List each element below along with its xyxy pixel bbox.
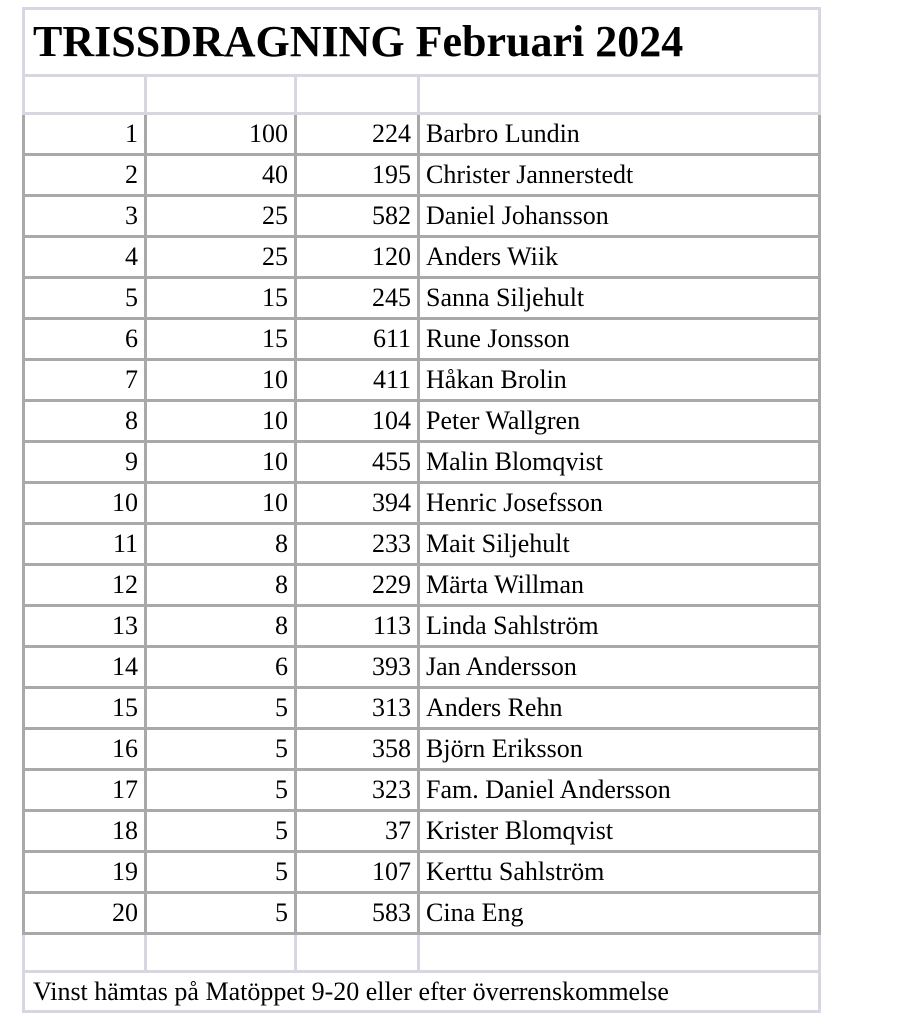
empty-cell bbox=[296, 934, 419, 972]
ticket-number-cell: 195 bbox=[296, 155, 419, 196]
empty-row bbox=[24, 76, 820, 114]
prize-cell: 5 bbox=[146, 852, 296, 893]
table-row bbox=[24, 770, 820, 811]
table-row bbox=[24, 852, 820, 893]
place-cell: 17 bbox=[24, 770, 146, 811]
ticket-number-cell: 611 bbox=[296, 319, 419, 360]
winner-name-cell: Jan Andersson bbox=[419, 647, 820, 688]
place-cell: 6 bbox=[24, 319, 146, 360]
place-cell: 10 bbox=[24, 483, 146, 524]
ticket-number-cell: 313 bbox=[296, 688, 419, 729]
empty-cell bbox=[419, 76, 820, 114]
prize-cell: 5 bbox=[146, 770, 296, 811]
place-cell: 9 bbox=[24, 442, 146, 483]
table-row bbox=[24, 319, 820, 360]
winner-name-cell: Linda Sahlström bbox=[419, 606, 820, 647]
prize-cell: 40 bbox=[146, 155, 296, 196]
ticket-number-cell: 245 bbox=[296, 278, 419, 319]
winner-name-cell: Märta Willman bbox=[419, 565, 820, 606]
winner-name-cell: Kerttu Sahlström bbox=[419, 852, 820, 893]
empty-cell bbox=[24, 76, 146, 114]
ticket-number-cell: 358 bbox=[296, 729, 419, 770]
table-row bbox=[24, 729, 820, 770]
prize-cell: 10 bbox=[146, 401, 296, 442]
title-row bbox=[24, 9, 820, 76]
place-cell: 16 bbox=[24, 729, 146, 770]
ticket-number-cell: 394 bbox=[296, 483, 419, 524]
ticket-number-cell: 229 bbox=[296, 565, 419, 606]
winner-name-cell: Peter Wallgren bbox=[419, 401, 820, 442]
place-cell: 20 bbox=[24, 893, 146, 934]
winners-table bbox=[22, 7, 821, 1013]
prize-cell: 8 bbox=[146, 524, 296, 565]
ticket-number-cell: 583 bbox=[296, 893, 419, 934]
winner-name-cell: Christer Jannerstedt bbox=[419, 155, 820, 196]
place-cell: 7 bbox=[24, 360, 146, 401]
ticket-number-cell: 233 bbox=[296, 524, 419, 565]
winner-name-cell: Anders Wiik bbox=[419, 237, 820, 278]
empty-cell bbox=[24, 934, 146, 972]
prize-cell: 5 bbox=[146, 688, 296, 729]
prize-cell: 5 bbox=[146, 893, 296, 934]
place-cell: 1 bbox=[24, 114, 146, 155]
table-row bbox=[24, 360, 820, 401]
place-cell: 12 bbox=[24, 565, 146, 606]
empty-cell bbox=[419, 934, 820, 972]
place-cell: 19 bbox=[24, 852, 146, 893]
table-row bbox=[24, 483, 820, 524]
winner-name-cell: Rune Jonsson bbox=[419, 319, 820, 360]
empty-cell bbox=[296, 76, 419, 114]
winner-name-cell: Cina Eng bbox=[419, 893, 820, 934]
table-row bbox=[24, 155, 820, 196]
ticket-number-cell: 393 bbox=[296, 647, 419, 688]
empty-cell bbox=[146, 76, 296, 114]
prize-cell: 10 bbox=[146, 360, 296, 401]
place-cell: 3 bbox=[24, 196, 146, 237]
prize-cell: 15 bbox=[146, 278, 296, 319]
ticket-number-cell: 120 bbox=[296, 237, 419, 278]
place-cell: 13 bbox=[24, 606, 146, 647]
title-text: TRISSDRAGNING Februari 2024 bbox=[33, 17, 684, 66]
ticket-number-cell: 104 bbox=[296, 401, 419, 442]
winner-name-cell: Anders Rehn bbox=[419, 688, 820, 729]
table-row bbox=[24, 442, 820, 483]
ticket-number-cell: 224 bbox=[296, 114, 419, 155]
winner-name-cell: Fam. Daniel Andersson bbox=[419, 770, 820, 811]
prize-cell: 100 bbox=[146, 114, 296, 155]
prize-cell: 8 bbox=[146, 565, 296, 606]
winner-name-cell: Henric Josefsson bbox=[419, 483, 820, 524]
page-title bbox=[24, 9, 820, 76]
winner-name-cell: Malin Blomqvist bbox=[419, 442, 820, 483]
empty-cell bbox=[146, 934, 296, 972]
prize-cell: 5 bbox=[146, 811, 296, 852]
table-row bbox=[24, 647, 820, 688]
table-row bbox=[24, 401, 820, 442]
table-row bbox=[24, 278, 820, 319]
prize-cell: 15 bbox=[146, 319, 296, 360]
ticket-number-cell: 113 bbox=[296, 606, 419, 647]
place-cell: 5 bbox=[24, 278, 146, 319]
winner-name-cell: Krister Blomqvist bbox=[419, 811, 820, 852]
prize-cell: 10 bbox=[146, 483, 296, 524]
table-row bbox=[24, 565, 820, 606]
table-row bbox=[24, 688, 820, 729]
winner-name-cell: Björn Eriksson bbox=[419, 729, 820, 770]
prize-cell: 25 bbox=[146, 237, 296, 278]
table-row bbox=[24, 196, 820, 237]
table-row bbox=[24, 237, 820, 278]
place-cell: 8 bbox=[24, 401, 146, 442]
ticket-number-cell: 107 bbox=[296, 852, 419, 893]
winner-name-cell: Håkan Brolin bbox=[419, 360, 820, 401]
place-cell: 14 bbox=[24, 647, 146, 688]
footer-row bbox=[24, 972, 820, 1012]
table-row bbox=[24, 524, 820, 565]
prize-cell: 6 bbox=[146, 647, 296, 688]
place-cell: 15 bbox=[24, 688, 146, 729]
winner-name-cell: Sanna Siljehult bbox=[419, 278, 820, 319]
place-cell: 4 bbox=[24, 237, 146, 278]
ticket-number-cell: 582 bbox=[296, 196, 419, 237]
table-row bbox=[24, 114, 820, 155]
prize-cell: 5 bbox=[146, 729, 296, 770]
table-row bbox=[24, 606, 820, 647]
spreadsheet bbox=[22, 7, 818, 1013]
ticket-number-cell: 37 bbox=[296, 811, 419, 852]
footer-note: Vinst hämtas på Matöppet 9-20 eller efter överrenskommelse bbox=[24, 972, 820, 1012]
empty-row bbox=[24, 934, 820, 972]
winner-name-cell: Barbro Lundin bbox=[419, 114, 820, 155]
place-cell: 18 bbox=[24, 811, 146, 852]
ticket-number-cell: 411 bbox=[296, 360, 419, 401]
winner-name-cell: Mait Siljehult bbox=[419, 524, 820, 565]
place-cell: 2 bbox=[24, 155, 146, 196]
table-row bbox=[24, 811, 820, 852]
ticket-number-cell: 455 bbox=[296, 442, 419, 483]
prize-cell: 25 bbox=[146, 196, 296, 237]
table-row bbox=[24, 893, 820, 934]
prize-cell: 10 bbox=[146, 442, 296, 483]
ticket-number-cell: 323 bbox=[296, 770, 419, 811]
winner-name-cell: Daniel Johansson bbox=[419, 196, 820, 237]
place-cell: 11 bbox=[24, 524, 146, 565]
prize-cell: 8 bbox=[146, 606, 296, 647]
